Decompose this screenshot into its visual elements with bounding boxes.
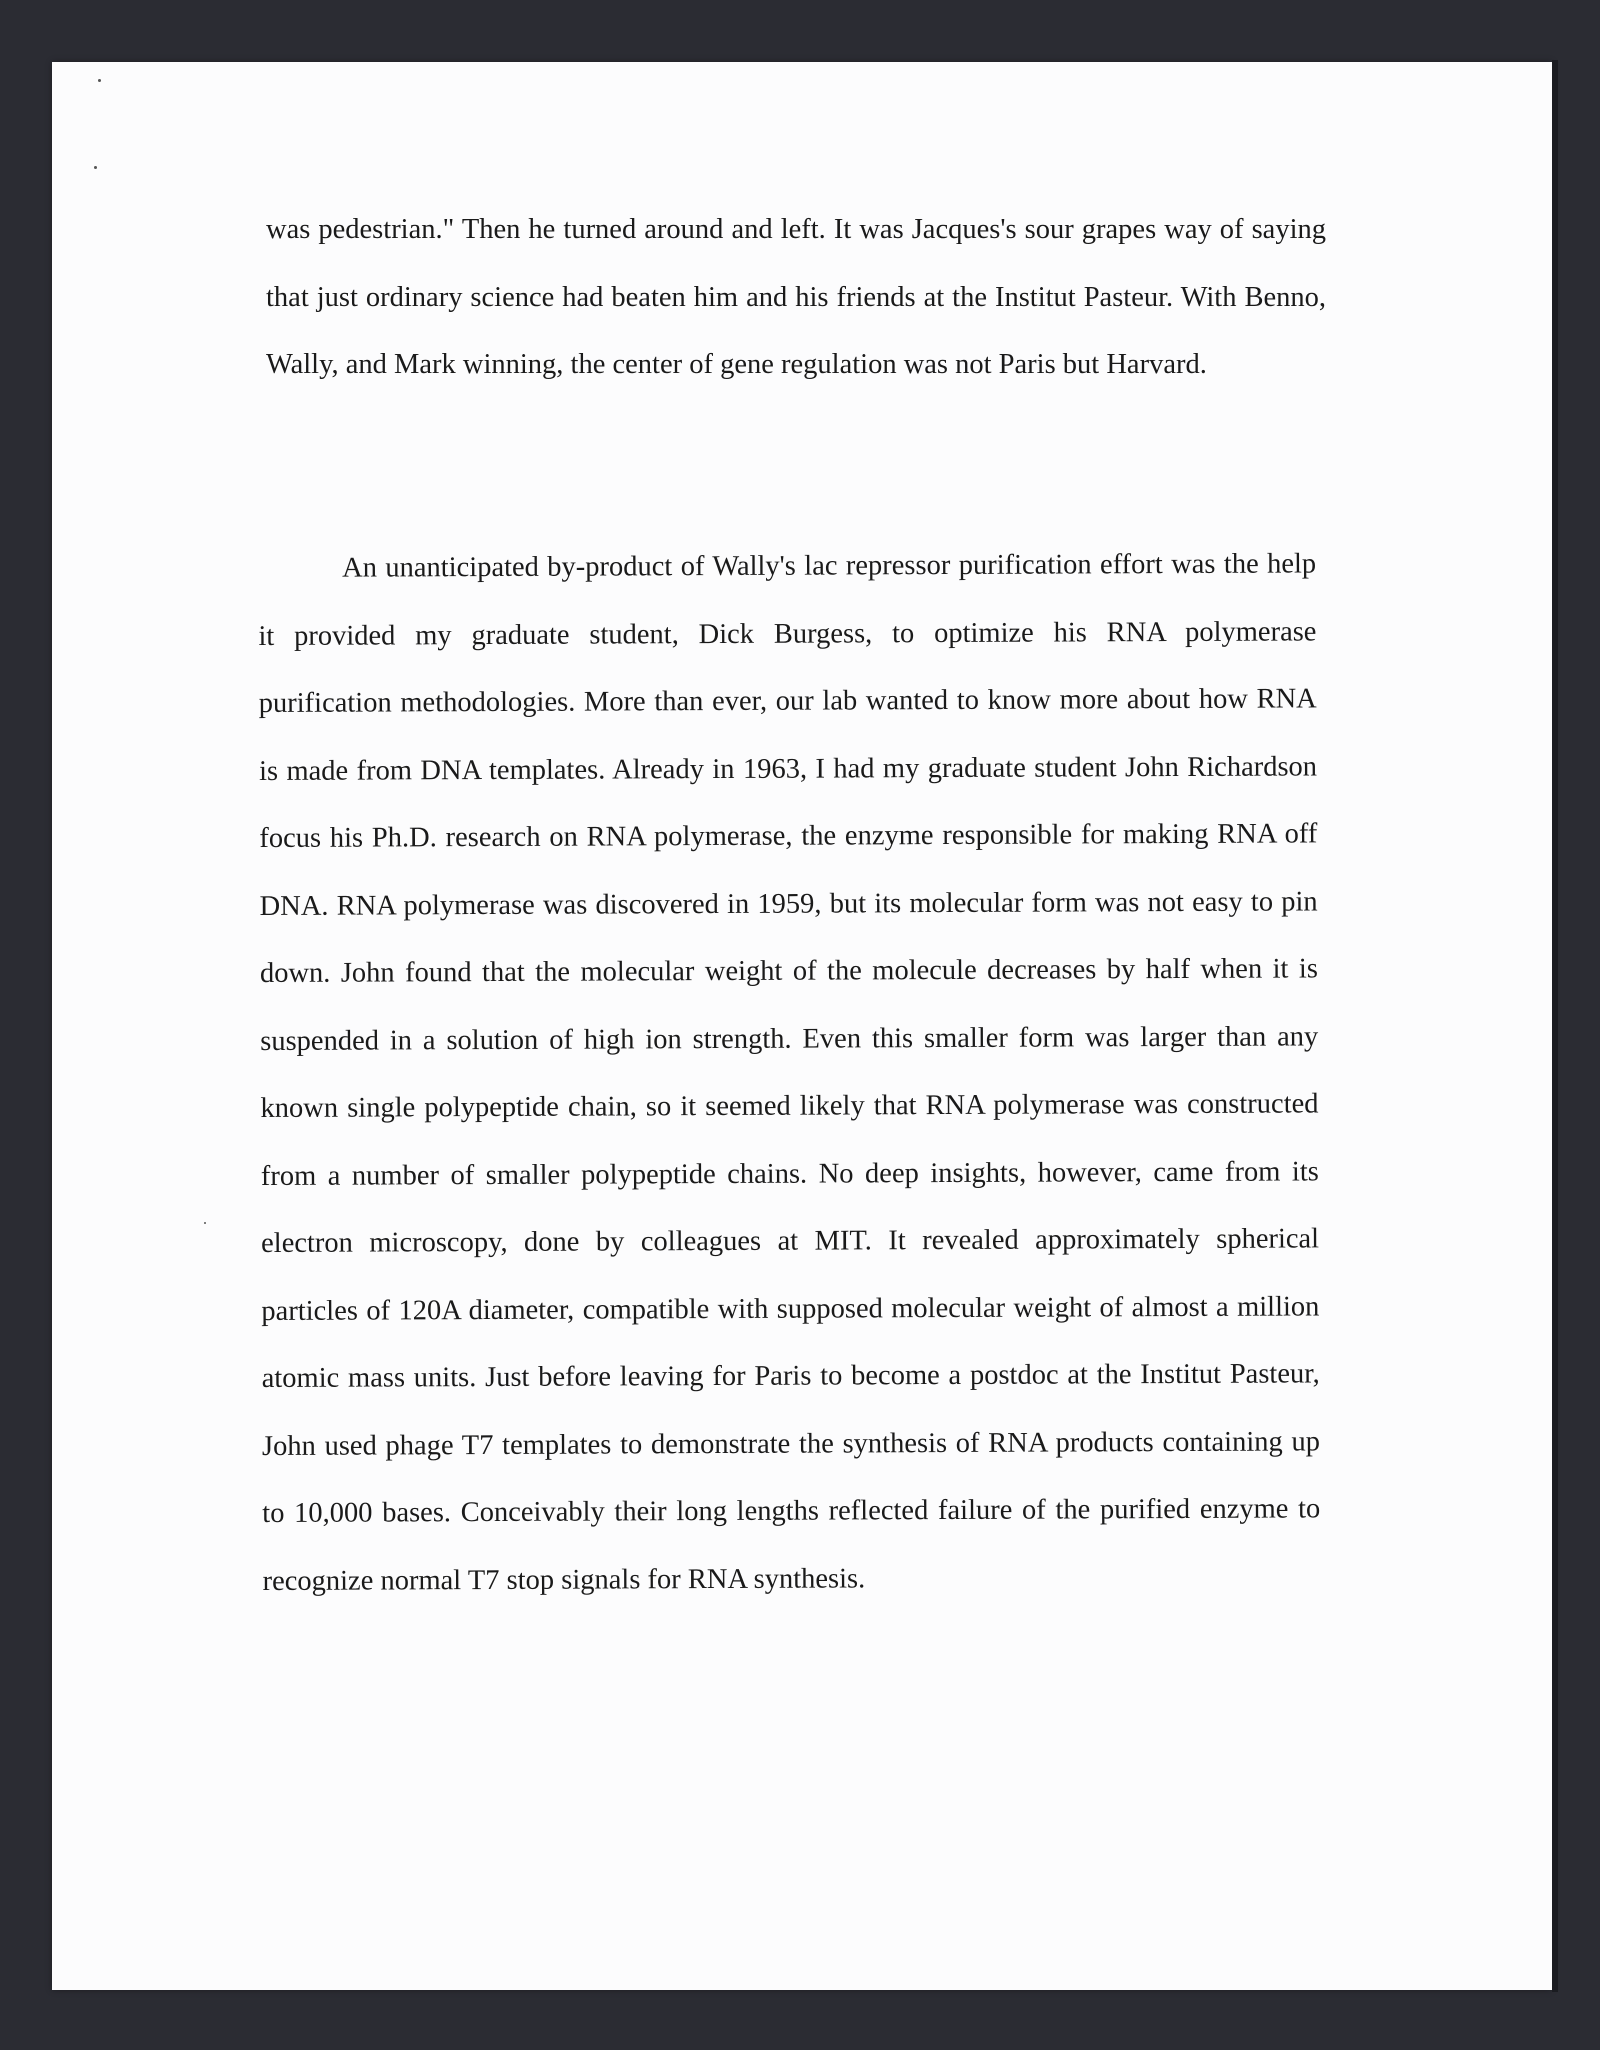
paper-edge (1552, 60, 1558, 1992)
dust-speck (98, 79, 101, 82)
paragraph-continuation: was pedestrian." Then he turned around and left. It was Jacques's sour grapes way of saying that just ordinary science had beaten him and his friends at the Institut Pasteur. With Benno, Wally, and Mark winning, the center of gene regulation was not Paris but Harvard. (266, 214, 1326, 380)
dust-speck (94, 166, 97, 169)
dust-speck (204, 1222, 206, 1224)
paragraph-rna-polymerase: An unanticipated by-product of Wally's lac repressor purification effort was the help it provided my graduate student, Dick Burgess, to optimize his RNA polymerase purification methodologies. More than ever, our lab wanted to know more about how RNA is made from DNA templates. Already in 1963, I had my graduate student John Richardson focus his Ph.D. research on RNA polymerase, the enzyme responsible for making RNA off DNA. RNA polymerase was discovered in 1959, but its molecular form was not easy to pin down. John found that the molecular weight of the molecule decreases by half when it is suspended in a solution of high ion strength. Even this smaller form was larger than any known single polypeptide chain, so it seemed likely that RNA polymerase was constructed from a number of smaller polypeptide chains. No deep insights, however, came from its electron microscopy, done by colleagues at MIT. It revealed approximately spherical particles of 120A diameter, compatible with supposed molecular weight of almost a million atomic mass units. Just before leaving for Paris to become a postdoc at the Institut Pasteur, John used phage T7 templates to demonstrate the synthesis of RNA products containing up to 10,000 bases. Conceivably their long lengths reflected failure of the purified enzyme to recognize normal T7 stop signals for RNA synthesis. (258, 548, 1321, 1597)
